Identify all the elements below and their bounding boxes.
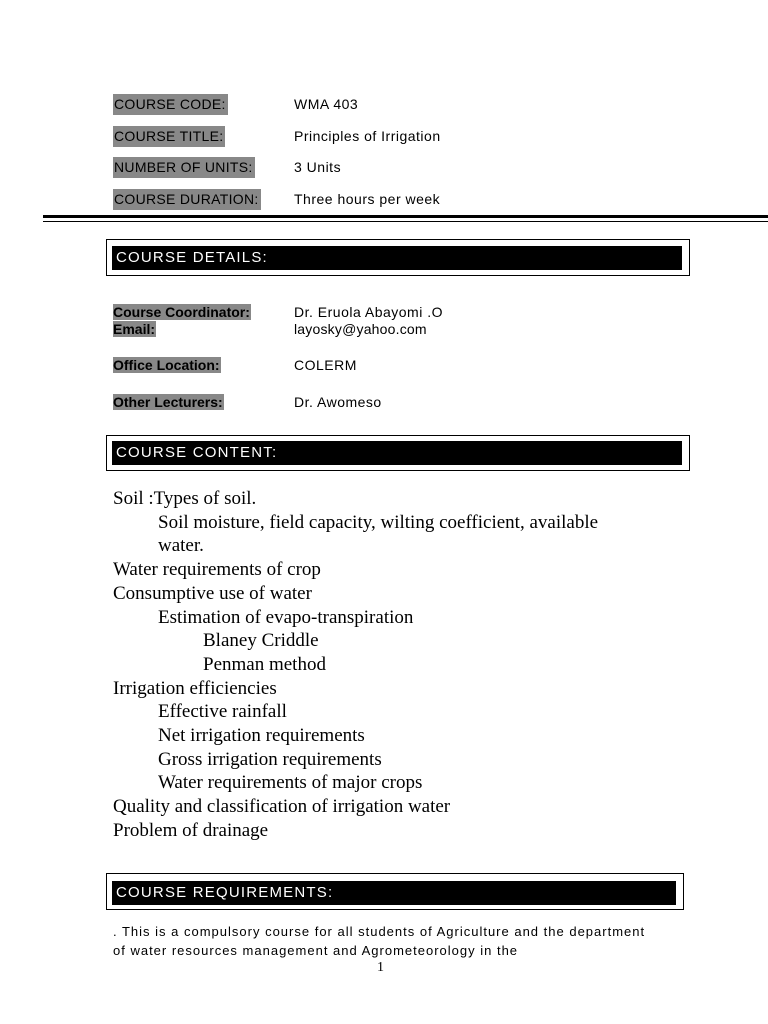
course-coordinator-label: Course Coordinator: xyxy=(113,304,250,320)
content-line: Gross irrigation requirements xyxy=(158,748,382,770)
other-lecturers-value: Dr. Awomeso xyxy=(294,394,382,410)
course-details-heading: COURSE DETAILS: xyxy=(112,246,682,270)
office-location-value: COLERM xyxy=(294,357,357,373)
page-number: 1 xyxy=(377,960,384,975)
content-line: Problem of drainage xyxy=(113,819,269,841)
content-line: Penman method xyxy=(203,653,326,675)
course-content-list xyxy=(113,487,713,843)
number-of-units-value: 3 Units xyxy=(294,159,342,175)
course-requirements-text: . This is a compulsory course for all students of Agriculture and the department of water resources management and Agrometeorology in the xyxy=(113,924,646,958)
course-requirements-heading: COURSE REQUIREMENTS: xyxy=(112,881,676,905)
content-line: Water requirements of crop xyxy=(113,559,321,581)
course-code-label: COURSE CODE: xyxy=(113,94,228,115)
content-line: Estimation of evapo-transpiration xyxy=(158,606,414,628)
course-duration-value: Three hours per week xyxy=(294,191,441,207)
course-code-value: WMA 403 xyxy=(294,96,359,112)
course-content-heading: COURSE CONTENT: xyxy=(112,441,682,465)
content-line: Soil moisture, field capacity, wilting coefficient, available xyxy=(158,511,599,533)
content-line: Irrigation efficiencies xyxy=(113,677,277,699)
content-line: Soil :Types of soil. xyxy=(113,488,257,509)
course-coordinator-value: Dr. Eruola Abayomi .O xyxy=(294,304,444,320)
number-of-units-label: NUMBER OF UNITS: xyxy=(113,157,255,178)
office-location-label: Office Location: xyxy=(113,357,220,373)
content-line: Effective rainfall xyxy=(158,701,287,723)
header-divider-thin xyxy=(43,221,768,222)
content-line: Water requirements of major crops xyxy=(158,772,423,794)
course-title-value: Principles of Irrigation xyxy=(294,128,441,144)
content-line: water. xyxy=(158,535,204,557)
content-line: Quality and classification of irrigation water xyxy=(113,796,451,818)
soil-label: Soil : xyxy=(113,488,154,509)
content-line: Consumptive use of water xyxy=(113,582,312,604)
content-line: Blaney Criddle xyxy=(203,630,319,652)
other-lecturers-label: Other Lecturers: xyxy=(113,394,223,410)
content-line: Net irrigation requirements xyxy=(158,725,365,747)
header-divider-thick xyxy=(43,215,768,218)
email-value: layosky@yahoo.com xyxy=(294,321,427,337)
course-title-label: COURSE TITLE: xyxy=(113,126,225,147)
course-duration-label: COURSE DURATION: xyxy=(113,189,261,210)
email-label: Email: xyxy=(113,321,156,337)
